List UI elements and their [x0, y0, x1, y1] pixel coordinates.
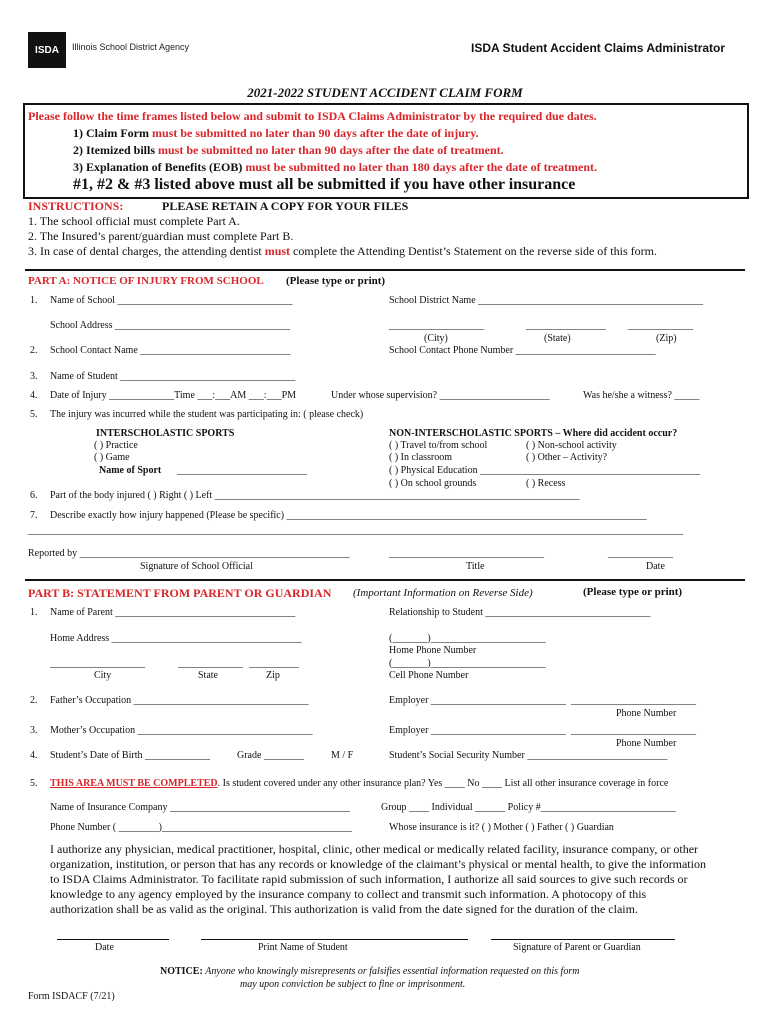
- gender-field[interactable]: M / F: [331, 750, 354, 761]
- physical-education-checkbox[interactable]: ( ) Physical Education ____________________________________________: [389, 465, 701, 476]
- father-phone-field[interactable]: _________________________: [571, 695, 696, 706]
- school-district-field[interactable]: School District Name _____________________________________________: [389, 295, 704, 306]
- parent-signature-line[interactable]: [491, 939, 675, 940]
- parent-state-label: State: [198, 670, 218, 681]
- form-id: Form ISDACF (7/21): [28, 991, 115, 1002]
- instruction-2: 2. The Insured’s parent/guardian must complete Part B.: [28, 229, 294, 243]
- game-checkbox[interactable]: ( ) Game: [94, 452, 130, 463]
- logo-abbreviation: ISDA: [35, 44, 59, 56]
- instruction-3: 3. In case of dental charges, the attending dentist must complete the Attending Dentist’s Statement on the reverse side of this form.: [28, 244, 657, 258]
- part-b-heading: PART B: STATEMENT FROM PARENT OR GUARDIAN: [28, 586, 332, 600]
- body-part-field[interactable]: Part of the body injured ( ) Right ( ) Left _________________________________________________________________________: [50, 490, 580, 501]
- date-field[interactable]: _____________: [608, 548, 673, 559]
- mother-phone-field[interactable]: _________________________: [571, 725, 696, 736]
- supervision-field[interactable]: Under whose supervision? ______________________: [331, 390, 550, 401]
- travel-checkbox[interactable]: ( ) Travel to/from school: [389, 440, 488, 451]
- item-number: 2.: [30, 345, 38, 356]
- item-number: 3.: [30, 371, 38, 382]
- zip-field[interactable]: _____________: [628, 320, 693, 331]
- item-number: 4.: [30, 750, 38, 761]
- father-occupation-field[interactable]: Father’s Occupation ___________________________________: [50, 695, 309, 706]
- city-label: (City): [424, 333, 448, 344]
- item-number: 7.: [30, 510, 38, 521]
- other-insurance-warning: #1, #2 & #3 listed above must all be submitted if you have other insurance: [73, 176, 576, 193]
- part-a-divider: [25, 269, 745, 271]
- parent-state-field[interactable]: _____________: [178, 658, 243, 669]
- other-insurance-question: [50, 778, 668, 789]
- parent-zip-label: Zip: [266, 670, 280, 681]
- practice-checkbox[interactable]: ( ) Practice: [94, 440, 138, 451]
- sport-name-label: Name of Sport: [99, 465, 162, 476]
- parent-signature-label: Signature of Parent or Guardian: [513, 942, 641, 953]
- date-signature-line[interactable]: [57, 939, 169, 940]
- part-b-type-print: (Please type or print): [583, 586, 683, 598]
- home-phone-field[interactable]: (_______)_______________________: [389, 633, 546, 644]
- part-b-subheading: (Important Information on Reverse Side): [353, 587, 533, 599]
- father-employer-field[interactable]: Employer ___________________________: [389, 695, 566, 706]
- home-phone-label: Home Phone Number: [389, 645, 477, 656]
- student-name-field[interactable]: Name of Student ___________________________________: [50, 371, 296, 382]
- parent-city-label: City: [94, 670, 112, 681]
- father-phone-label: Phone Number: [616, 708, 677, 719]
- cell-phone-label: Cell Phone Number: [389, 670, 469, 681]
- mother-employer-field[interactable]: Employer ___________________________: [389, 725, 566, 736]
- authorization-line-1: I authorize any physician, medical practitioner, hospital, clinic, other medical or medically related facility, insurance company, or other: [50, 842, 699, 856]
- deadline-item-1: 1) Claim Form must be submitted no later than 90 days after the date of injury.: [73, 126, 479, 140]
- relationship-field[interactable]: Relationship to Student _________________________________: [389, 607, 651, 618]
- title-label: Title: [466, 561, 485, 572]
- item-number: 5.: [30, 409, 38, 420]
- school-contact-field[interactable]: School Contact Name ______________________________: [50, 345, 291, 356]
- form-title: 2021-2022 STUDENT ACCIDENT CLAIM FORM: [247, 85, 523, 100]
- part-b-divider: [25, 579, 745, 581]
- title-field[interactable]: _______________________________: [389, 548, 544, 559]
- notice-footer-line-2: may upon conviction be subject to fine or imprisonment.: [240, 979, 466, 990]
- item-number: 1.: [30, 295, 38, 306]
- header-title: ISDA Student Accident Claims Administrator: [471, 41, 726, 55]
- notice-text: Anyone who knowingly misrepresents or falsifies essential information requested on this form: [205, 966, 580, 977]
- part-a-heading: PART A: NOTICE OF INJURY FROM SCHOOL: [28, 275, 264, 287]
- home-address-field[interactable]: Home Address ______________________________________: [50, 633, 302, 644]
- injury-description-line-2[interactable]: ___________________________________________________________________________________________________________________________________: [28, 525, 683, 536]
- date-of-birth-field[interactable]: Student’s Date of Birth _____________: [50, 750, 210, 761]
- grade-field[interactable]: Grade ________: [237, 750, 304, 761]
- state-label: (State): [544, 333, 571, 344]
- item-number: 2.: [30, 695, 38, 706]
- notice-footer-line-1: [160, 966, 579, 977]
- cell-phone-field[interactable]: (_______)_______________________: [389, 658, 546, 669]
- non-school-activity-checkbox[interactable]: ( ) Non-school activity: [526, 440, 617, 451]
- other-insurance-text: . Is student covered under any other insurance plan? Yes ____ No ____ List all other insurance coverage in force: [217, 778, 669, 789]
- authorization-line-5: authorization shall be as valid as the original. This authorization is valid from the date signed for the duration of the claim.: [50, 902, 638, 916]
- city-field[interactable]: ___________________: [389, 320, 484, 331]
- notice-label: NOTICE:: [160, 966, 203, 977]
- authorization-line-2: organization, institution, or person that has any records or knowledge of the claimant’s physical or mental health, to give the information: [50, 857, 706, 871]
- signature-official-label: Signature of School Official: [140, 561, 253, 572]
- school-address-field[interactable]: School Address ___________________________________: [50, 320, 290, 331]
- other-activity-checkbox[interactable]: ( ) Other – Activity?: [526, 452, 608, 463]
- state-field[interactable]: ________________: [526, 320, 606, 331]
- whose-insurance-field[interactable]: Whose insurance is it? ( ) Mother ( ) Father ( ) Guardian: [389, 822, 614, 833]
- instruction-1: 1. The school official must complete Part A.: [28, 214, 240, 228]
- authorization-line-3: to ISDA Claims Administrator. To facilitate rapid submission of such information, I authorize all said sources to give such records or: [50, 872, 688, 886]
- item-number: 1.: [30, 607, 38, 618]
- school-grounds-checkbox[interactable]: ( ) On school grounds: [389, 478, 477, 489]
- item-number: 4.: [30, 390, 38, 401]
- participation-prompt: The injury was incurred while the student was participating in: ( please check): [50, 409, 364, 420]
- retain-copy-note: PLEASE RETAIN A COPY FOR YOUR FILES: [162, 199, 409, 213]
- deadline-item-2: 2) Itemized bills must be submitted no later than 90 days after the date of treatment.: [73, 143, 504, 157]
- insurance-phone-field[interactable]: Phone Number ( ________)______________________________________: [50, 822, 352, 833]
- reported-by-field[interactable]: Reported by ______________________________________________________: [28, 548, 350, 559]
- logo-agency-name: Illinois School District Agency: [72, 42, 190, 52]
- recess-checkbox[interactable]: ( ) Recess: [526, 478, 566, 489]
- date-of-injury-field[interactable]: Date of Injury _____________Time ___:___AM ___:___PM: [50, 390, 297, 401]
- zip-label: (Zip): [656, 333, 677, 344]
- mother-occupation-field[interactable]: Mother’s Occupation ___________________________________: [50, 725, 313, 736]
- non-interscholastic-heading: NON-INTERSCHOLASTIC SPORTS – Where did accident occur?: [389, 428, 678, 439]
- mother-phone-label: Phone Number: [616, 738, 677, 749]
- injury-description-field[interactable]: Describe exactly how injury happened (Please be specific) ________________________________________________________________________: [50, 510, 647, 521]
- deadline-intro: Please follow the time frames listed below and submit to ISDA Claims Administrator by the required due dates.: [28, 109, 597, 123]
- classroom-checkbox[interactable]: ( ) In classroom: [389, 452, 453, 463]
- parent-zip-field[interactable]: __________: [249, 658, 299, 669]
- print-student-label: Print Name of Student: [258, 942, 348, 953]
- school-contact-phone-field[interactable]: School Contact Phone Number ____________________________: [389, 345, 656, 356]
- ssn-field[interactable]: Student’s Social Security Number ____________________________: [389, 750, 668, 761]
- item-number: 3.: [30, 725, 38, 736]
- item-number: 5.: [30, 778, 38, 789]
- group-policy-field[interactable]: Group ____ Individual ______ Policy #___________________________: [381, 802, 676, 813]
- must-complete-notice: THIS AREA MUST BE COMPLETED: [50, 778, 218, 789]
- insurance-company-field[interactable]: Name of Insurance Company ____________________________________: [50, 802, 350, 813]
- sport-name-field[interactable]: __________________________: [177, 465, 307, 476]
- student-print-line[interactable]: [201, 939, 468, 940]
- deadline-item-3: 3) Explanation of Benefits (EOB) must be submitted no later than 180 days after the date of treatment.: [73, 160, 597, 174]
- part-a-type-print: (Please type or print): [286, 275, 386, 287]
- parent-city-field[interactable]: ___________________: [50, 658, 145, 669]
- authorization-line-4: knowledge to any agency employed by the insurance company to collect and transmit such information. A photocopy of this: [50, 887, 647, 901]
- instructions-label: INSTRUCTIONS:: [28, 199, 124, 213]
- school-name-field[interactable]: Name of School ___________________________________: [50, 295, 293, 306]
- parent-name-field[interactable]: Name of Parent ____________________________________: [50, 607, 296, 618]
- date-signature-label: Date: [95, 942, 114, 953]
- item-number: 6.: [30, 490, 38, 501]
- witness-field[interactable]: Was he/she a witness? _____: [583, 390, 700, 401]
- interscholastic-heading: INTERSCHOLASTIC SPORTS: [96, 428, 235, 439]
- isda-logo: [28, 32, 66, 68]
- date-label: Date: [646, 561, 665, 572]
